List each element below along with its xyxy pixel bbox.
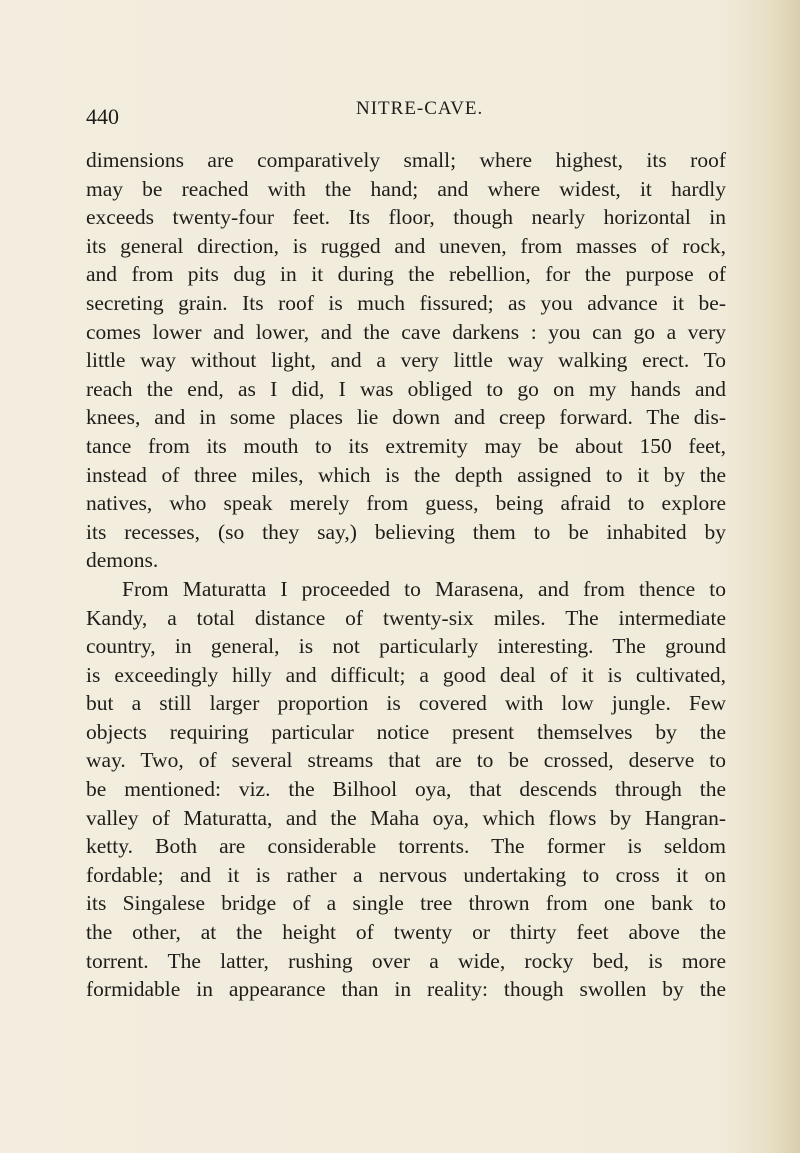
text-line: be mentioned: viz. the Bilhool oya, that descends through the <box>86 777 726 802</box>
page-number: 440 <box>86 104 119 129</box>
text-line: secreting grain. Its roof is much fissured; as you advance it be- <box>86 290 726 315</box>
text-line: may be reached with the hand; and where widest, it hardly <box>86 176 726 201</box>
text-line: demons. <box>86 548 159 573</box>
text-line: instead of three miles, which is the depth assigned to it by the <box>86 462 726 487</box>
paragraph-first-line: From Maturatta I proceeded to Marasena, and from thence to <box>122 576 726 601</box>
text-line: knees, and in some places lie down and creep forward. The dis- <box>86 405 726 430</box>
text-line: valley of Maturatta, and the Maha oya, which flows by Hangran- <box>86 805 726 830</box>
text-line: but a still larger proportion is covered with low jungle. Few <box>86 691 726 716</box>
text-line: reach the end, as I did, I was obliged to go on my hands and <box>86 376 726 401</box>
text-line: natives, who speak merely from guess, being afraid to explore <box>86 491 726 516</box>
text-line: objects requiring particular notice present themselves by the <box>86 719 726 744</box>
text-line: Kandy, a total distance of twenty-six miles. The intermediate <box>86 605 726 630</box>
text-line: its recesses, (so they say,) believing them to be inhabited by <box>86 519 726 544</box>
text-line: comes lower and lower, and the cave darkens : you can go a very <box>86 319 726 344</box>
text-line: is exceedingly hilly and difficult; a good deal of it is cultivated, <box>86 662 726 687</box>
text-line: its general direction, is rugged and uneven, from masses of rock, <box>86 233 726 258</box>
text-line: exceeds twenty-four feet. Its floor, though nearly horizontal in <box>86 205 726 230</box>
page-header <box>86 98 726 138</box>
text-line: dimensions are comparatively small; where highest, its roof <box>86 148 726 172</box>
text-line: formidable in appearance than in reality: though swollen by the <box>86 977 726 1002</box>
text-line: little way without light, and a very little way walking erect. To <box>86 348 726 373</box>
text-line: ketty. Both are considerable torrents. The former is seldom <box>86 834 726 859</box>
text-line: way. Two, of several streams that are to be crossed, deserve to <box>86 748 726 773</box>
body-text <box>86 146 726 1004</box>
text-line: the other, at the height of twenty or thirty feet above the <box>86 920 726 945</box>
text-line: torrent. The latter, rushing over a wide, rocky bed, is more <box>86 948 726 973</box>
text-line: country, in general, is not particularly interesting. The ground <box>86 634 726 659</box>
text-line: and from pits dug in it during the rebellion, for the purpose of <box>86 262 726 287</box>
text-line: fordable; and it is rather a nervous undertaking to cross it on <box>86 862 726 887</box>
text-line: tance from its mouth to its extremity may be about 150 feet, <box>86 433 726 458</box>
running-head: NITRE-CAVE. <box>356 98 484 119</box>
text-line: its Singalese bridge of a single tree thrown from one bank to <box>86 891 726 916</box>
